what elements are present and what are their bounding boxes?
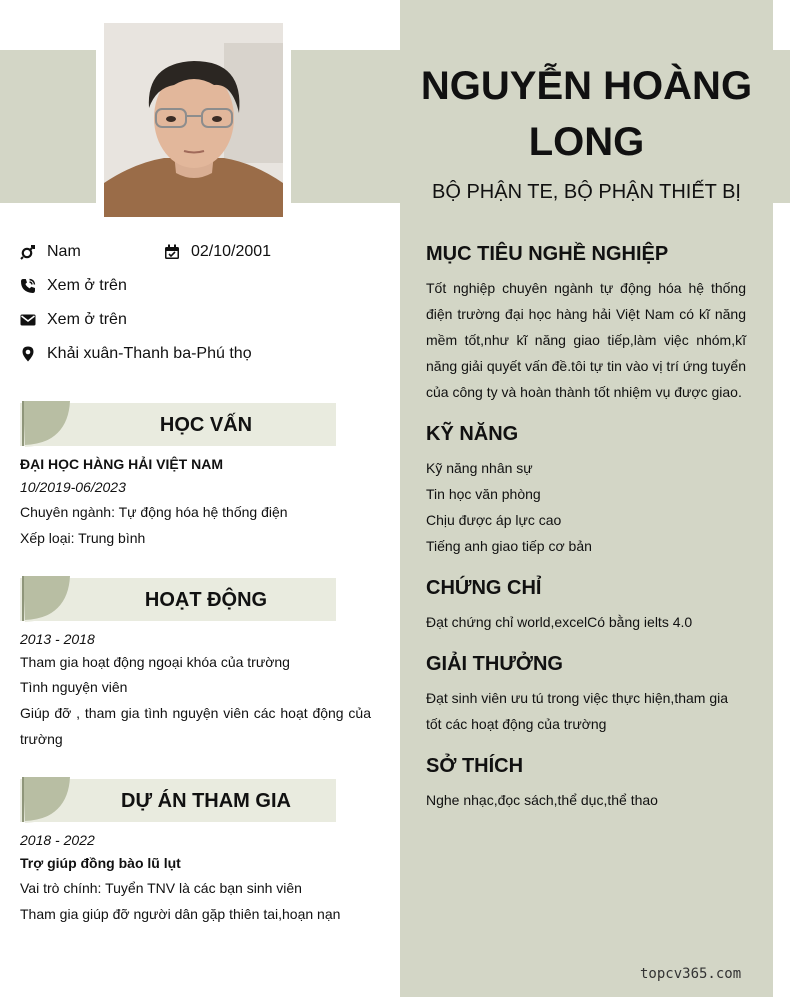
section-title: DỰ ÁN THAM GIA xyxy=(121,790,291,812)
skill-item: Tiếng anh giao tiếp cơ bản xyxy=(426,538,592,554)
header-band-right xyxy=(773,50,790,203)
projects-period: 2018 - 2022 xyxy=(20,832,95,848)
calendar-icon xyxy=(164,244,180,260)
activities-line: Tình nguyện viên xyxy=(20,679,128,695)
gender-icon xyxy=(20,244,36,260)
header-band-left xyxy=(0,50,96,203)
site-watermark: topcv365.com xyxy=(640,966,742,982)
contact-birthdate xyxy=(164,242,271,262)
hobbies-text: Nghe nhạc,đọc sách,thể dục,thể thao xyxy=(426,792,658,808)
skill-item: Chịu được áp lực cao xyxy=(426,512,562,528)
profile-photo xyxy=(104,23,283,217)
section-title: HOẠT ĐỘNG xyxy=(144,589,268,611)
contact-phone xyxy=(20,276,127,296)
phone-icon xyxy=(20,278,36,294)
projects-role: Vai trò chính: Tuyển TNV là các bạn sinh viên xyxy=(20,880,302,896)
projects-desc: Tham gia giúp đỡ người dân gặp thiên tai,hoạn nạn xyxy=(20,906,341,922)
activities-period: 2013 - 2018 xyxy=(20,631,95,647)
awards-title: GIẢI THƯỞNG xyxy=(426,653,563,675)
leaf-decoration-icon xyxy=(20,398,72,450)
education-major: Chuyên ngành: Tự động hóa hệ thống điện xyxy=(20,504,288,520)
education-rank: Xếp loại: Trung bình xyxy=(20,530,146,546)
activities-line: Tham gia hoạt động ngoại khóa của trường xyxy=(20,654,290,670)
email-value: Xem ở trên xyxy=(47,311,127,328)
header-band-middle xyxy=(291,50,400,203)
skills-title: KỸ NĂNG xyxy=(426,423,519,445)
skill-item: Kỹ năng nhân sự xyxy=(426,460,533,476)
envelope-icon xyxy=(20,312,36,328)
map-pin-icon xyxy=(20,346,36,362)
objective-text: Tốt nghiệp chuyên ngành tự động hóa hệ thống điện trường đại học hàng hải Việt Nam có kĩ năng mềm tốt,như kĩ năng giao tiếp,làm việc nhóm,kĩ năng giải quyết vấn đề.tôi tự tin vào vị trí ứng tuyển của công ty và hoàn thành tốt nhiệm vụ được giao. xyxy=(426,280,746,400)
address-value: Khải xuân-Thanh ba-Phú thọ xyxy=(47,345,252,362)
objective-title: MỤC TIÊU NGHỀ NGHIỆP xyxy=(426,243,669,265)
section-projects-header xyxy=(20,779,336,823)
section-activities-header xyxy=(20,578,336,622)
applied-position: BỘ PHẬN TE, BỘ PHẬN THIẾT BỊ xyxy=(432,181,741,203)
contact-address xyxy=(20,344,252,364)
gender-value: Nam xyxy=(47,243,81,260)
awards-text: Đạt sinh viên ưu tú trong việc thực hiện,tham gia tốt các hoạt động của trường xyxy=(426,690,729,732)
certificates-title: CHỨNG CHỈ xyxy=(426,577,542,599)
leaf-decoration-icon xyxy=(20,573,72,625)
skill-item: Tin học văn phòng xyxy=(426,486,541,502)
birthdate-value: 02/10/2001 xyxy=(191,243,272,260)
contact-gender xyxy=(20,242,81,262)
section-education-header xyxy=(20,403,336,447)
hobbies-title: SỞ THÍCH xyxy=(426,755,524,777)
activities-line: Giúp đỡ , tham gia tình nguyện viên các hoạt động của trường xyxy=(20,705,371,747)
phone-value: Xem ở trên xyxy=(47,277,127,294)
section-title: HỌC VẤN xyxy=(159,414,253,436)
candidate-name: NGUYỄN HOÀNG LONG xyxy=(420,64,753,164)
projects-name: Trợ giúp đồng bào lũ lụt xyxy=(20,855,181,871)
certificates-text: Đạt chứng chỉ world,excelCó bằng ielts 4.0 xyxy=(426,614,693,630)
leaf-decoration-icon xyxy=(20,774,72,826)
education-period: 10/2019-06/2023 xyxy=(20,479,126,495)
education-school: ĐẠI HỌC HÀNG HẢI VIỆT NAM xyxy=(20,456,223,472)
contact-email xyxy=(20,310,127,330)
